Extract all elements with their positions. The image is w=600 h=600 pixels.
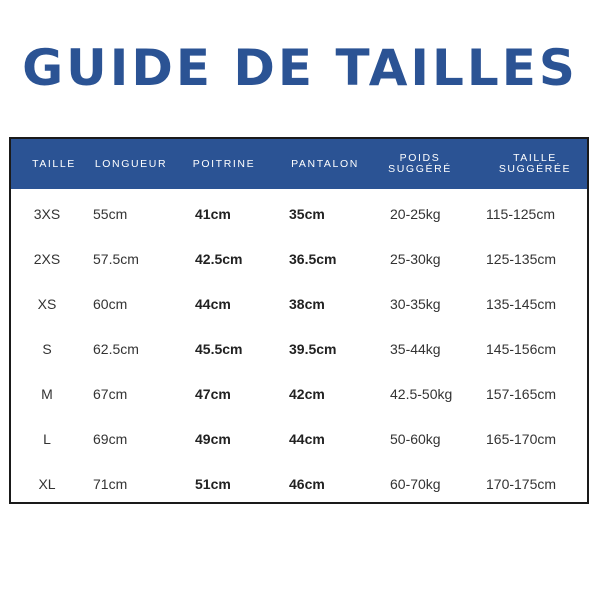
cell-poids: 35-44kg [390,340,441,357]
cell-poitrine: 51cm [195,475,231,492]
header-pantalon: PANTALON [291,157,359,170]
cell-longueur: 57.5cm [93,250,139,267]
cell-taille-suggeree: 170-175cm [486,475,557,492]
cell-poitrine: 44cm [195,295,231,312]
cell-size: 2XS [33,250,61,267]
table-row [11,281,587,326]
cell-taille-suggeree: 125-135cm [486,250,557,267]
table-row [11,371,587,416]
cell-taille-suggeree: 135-145cm [486,295,557,312]
table-row [11,461,587,506]
cell-size: M [41,385,53,402]
header-poitrine: POITRINE [192,157,256,170]
header-poids-suggere: POIDS SUGGÉRÉ [388,152,452,175]
header-taille: TAILLE [32,157,76,170]
cell-pantalon: 39.5cm [289,340,337,357]
cell-pantalon: 36.5cm [289,250,337,267]
cell-taille-suggeree: 165-170cm [486,430,557,447]
header-taille-suggeree: TAILLE SUGGÉRÉE [498,152,572,175]
cell-pantalon: 46cm [289,475,325,492]
cell-poitrine: 42.5cm [195,250,243,267]
page-title: GUIDE DE TAILLES [22,39,578,97]
header-longueur: LONGUEUR [94,157,168,170]
table-header [11,139,587,189]
cell-size: XL [38,475,56,492]
cell-poitrine: 47cm [195,385,231,402]
cell-poids: 42.5-50kg [390,385,453,402]
size-table [9,137,589,504]
table-row [11,191,587,236]
cell-poids: 20-25kg [390,205,441,222]
cell-pantalon: 44cm [289,430,325,447]
table-row [11,326,587,371]
cell-poids: 50-60kg [390,430,441,447]
cell-poitrine: 45.5cm [195,340,243,357]
cell-pantalon: 42cm [289,385,325,402]
cell-size: XS [37,295,57,312]
cell-taille-suggeree: 145-156cm [486,340,557,357]
cell-longueur: 62.5cm [93,340,139,357]
cell-taille-suggeree: 115-125cm [486,205,556,222]
cell-poids: 25-30kg [390,250,441,267]
cell-size: 3XS [33,205,61,222]
cell-taille-suggeree: 157-165cm [486,385,557,402]
cell-longueur: 60cm [93,295,128,312]
cell-longueur: 67cm [93,385,128,402]
cell-pantalon: 35cm [289,205,325,222]
cell-size: L [43,430,51,447]
cell-longueur: 71cm [93,475,128,492]
table-row [11,416,587,461]
cell-poitrine: 49cm [195,430,231,447]
cell-longueur: 69cm [93,430,128,447]
cell-longueur: 55cm [93,205,128,222]
cell-poids: 60-70kg [390,475,441,492]
cell-pantalon: 38cm [289,295,325,312]
cell-poids: 30-35kg [390,295,441,312]
table-row [11,236,587,281]
cell-poitrine: 41cm [195,205,231,222]
cell-size: S [42,340,52,357]
